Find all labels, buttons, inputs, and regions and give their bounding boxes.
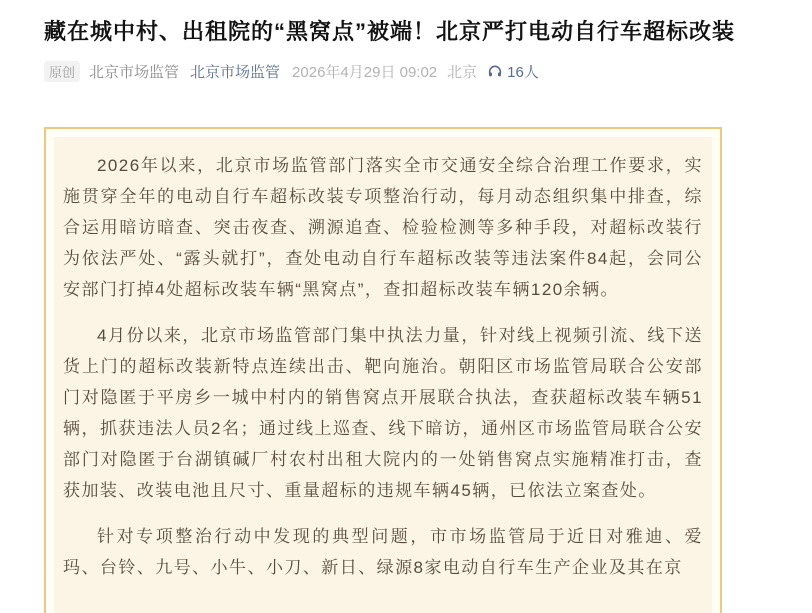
content-box <box>44 127 722 613</box>
author-name: 北京市场监管 <box>89 63 180 81</box>
byline <box>44 61 772 82</box>
listen-audio-button[interactable] <box>487 61 539 82</box>
publish-datetime: 2026年4月29日 09:02 <box>292 63 438 81</box>
headphones-icon <box>487 63 503 79</box>
publish-location: 北京 <box>447 63 478 81</box>
original-badge: 原创 <box>44 61 80 82</box>
content-inner-panel <box>54 137 712 613</box>
paragraph: 4月份以来，北京市场监管部门集中执法力量，针对线上视频引流、线下送货上门的超标改装新特点连续出击、靶向施治。朝阳区市场监管局联合公安部门对隐匿于平房乡一城中村内的销售窝点开展联合执法，查获超标改装车辆51辆，抓获违法人员2名；通过线上巡查、线下暗访，通州区市场监管局联合公安部门对隐匿于台湖镇碱厂村农村出租大院内的一处销售窝点实施精准打击，查获加装、改装电池且尺寸、重量超标的违规车辆45辆，已依法立案查处。 <box>63 325 703 500</box>
paragraph: 针对专项整治行动中发现的典型问题，市市场监管局于近日对雅迪、爱玛、台铃、九号、小牛、小刀、新日、绿源8家电动自行车生产企业及其在京 <box>63 526 703 577</box>
paragraph: 2026年以来，北京市场监管部门落实全市交通安全综合治理工作要求，实施贯穿全年的电动自行车超标改装专项整治行动，每月动态组织集中排查，综合运用暗访暗查、突击夜查、溯源追查、检验检测等多种手段，对超标改装行为依法严处、“露头就打”，查处电动自行车超标改装等违法案件84起，会同公安部门打掉4处超标改装车辆“黑窝点”，查扣超标改装车辆120余辆。 <box>63 155 703 299</box>
page-title: 藏在城中村、出租院的“黑窝点”被端！北京严打电动自行车超标改装 <box>44 19 736 44</box>
account-link[interactable]: 北京市场监管 <box>190 63 281 81</box>
listen-count: 16人 <box>507 63 539 81</box>
